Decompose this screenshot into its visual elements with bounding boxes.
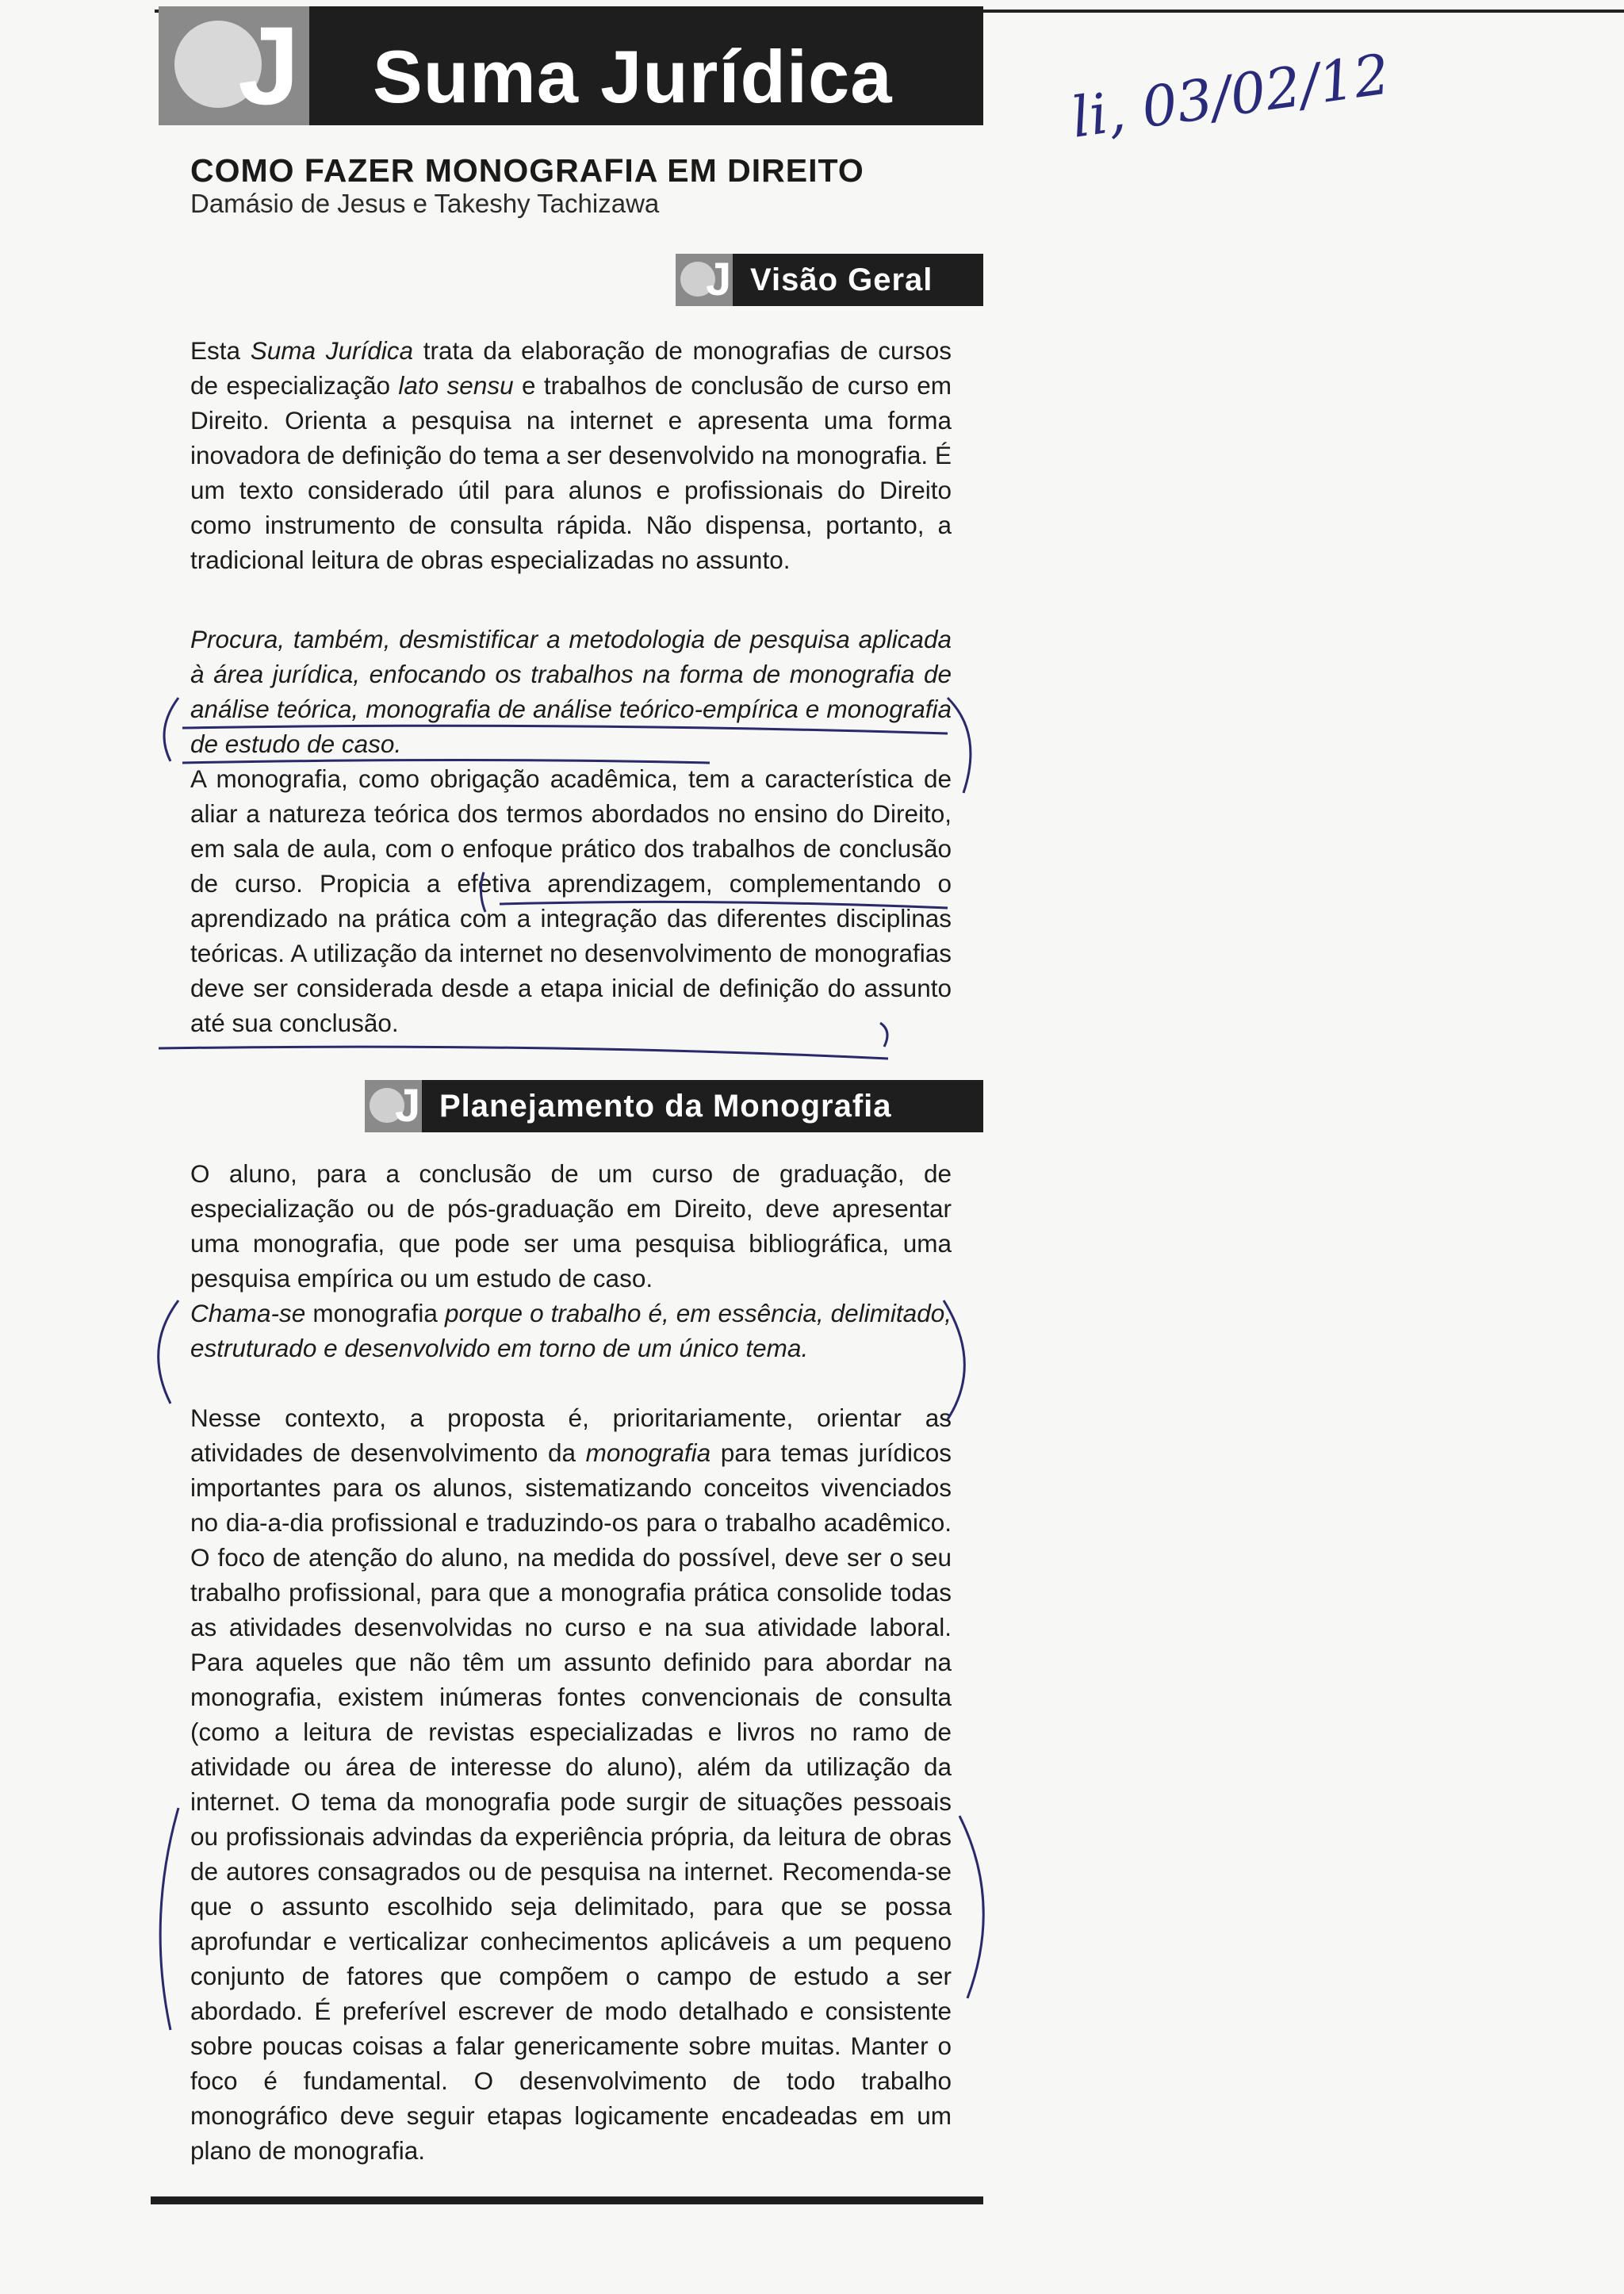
- section-heading-visao-geral: Visão Geral: [733, 254, 983, 306]
- bracket-left-mark: [159, 1300, 178, 1404]
- bracket-right-mark: [959, 1816, 983, 1998]
- logo-letter: J: [238, 6, 300, 125]
- section-logo-icon: J: [676, 254, 733, 306]
- brand-title: Suma Jurídica: [373, 35, 893, 118]
- paragraph-metodologia: Procura, também, desmistificar a metodologia de pesquisa aplicada à área jurídica, enfocando os trabalhos na forma de monografia de análise teórica, monografia de análise teórico-empírica e monografia de estudo de caso.: [190, 625, 952, 758]
- paragraph-aluno-conclusao: O aluno, para a conclusão de um curso de graduação, de especialização ou de pós-graduação em Direito, deve apresentar uma monografia, que pode ser uma pesquisa bibliográfica, uma pesquisa empírica ou um estudo de caso.: [190, 1159, 952, 1293]
- paragraph-nesse-contexto: Nesse contexto, a proposta é, prioritariamente, orientar as atividades de desenvolvimento da monografia para temas jurídicos importantes para os alunos, sistematizando conceitos vivenciados no dia-a-dia profissional e traduzindo-os para o trabalho acadêmico. O foco de atenção do aluno, na medida do possível, deve ser o seu trabalho profissional, para que a monografia prática consolide todas as atividades desenvolvidas no curso e na sua atividade laboral. Para aqueles que não têm um assunto definido para abordar na monografia, existem inúmeras fontes convencionais de consulta (como a leitura de revistas especializadas e livros no ramo de atividade ou área de interesse do aluno), além da utilização da internet. O tema da monografia pode surgir de situações pessoais ou profissionais advindas da experiência própria, da leitura de obras de autores consagrados ou de pesquisa na internet. Recomenda-se que o assunto escolhido seja delimitado, para que se possa aprofundar e verticalizar conhecimentos aplicáveis a um pequeno conjunto de fatores que compõem o campo de estudo a ser abordado. É preferível escrever de modo detalhado e consistente sobre poucas coisas a falar genericamente sobre muitas. Manter o foco é fundamental. O desenvolvimento de todo trabalho monográfico deve seguir etapas logicamente encadeadas em um plano de monografia.: [190, 1404, 952, 2165]
- paragraph-chama-se-monografia: Chama-se monografia porque o trabalho é, em essência, delimitado, estruturado e desenvolvido em torno de um único tema.: [190, 1299, 952, 1362]
- section-logo-icon: J: [365, 1080, 422, 1132]
- document-authors: Damásio de Jesus e Takeshy Tachizawa: [190, 189, 660, 218]
- paragraph-intro: Esta Suma Jurídica trata da elaboração de monografias de cursos de especialização lato sensu e trabalhos de conclusão de curso em Direito. Orienta a pesquisa na internet e apresenta uma forma inovadora de definição do tema a ser desenvolvido na monografia. É um texto considerado útil para alunos e profissionais do Direito como instrumento de consulta rápida. Não dispensa, portanto, a tradicional leitura de obras especializadas no assunto.: [190, 336, 952, 574]
- handwritten-note: li, 03/02/12: [1067, 41, 1394, 151]
- bracket-left-mark: [160, 1808, 178, 2030]
- document-title: COMO FAZER MONOGRAFIA EM DIREITO: [190, 152, 864, 189]
- underline-mark: [500, 902, 948, 908]
- bracket-right-mark: [948, 698, 971, 793]
- underline-mark: [182, 760, 710, 764]
- bracket-right-mark: [944, 1300, 964, 1419]
- bracket-left-mark: [164, 698, 178, 761]
- section-heading-planejamento: Planejamento da Monografia: [422, 1080, 983, 1132]
- underline-mark: [159, 1047, 888, 1059]
- bracket-right-mark: [880, 1023, 887, 1047]
- underline-mark: [182, 726, 948, 733]
- paragraph-obrigacao-academica: A monografia, como obrigação acadêmica, tem a característica de aliar a natureza teórica dos termos abordados no ensino do Direito, em sala de aula, com o enfoque prático dos trabalhos de conclusão de curso. Propicia a efetiva aprendizagem, complementando o aprendizado na prática com a integração das diferentes disciplinas teóricas. A utilização da internet no desenvolvimento de monografias deve ser considerada desde a etapa inicial de definição do assunto até sua conclusão.: [190, 764, 952, 1037]
- bracket-left-mark: [481, 872, 485, 912]
